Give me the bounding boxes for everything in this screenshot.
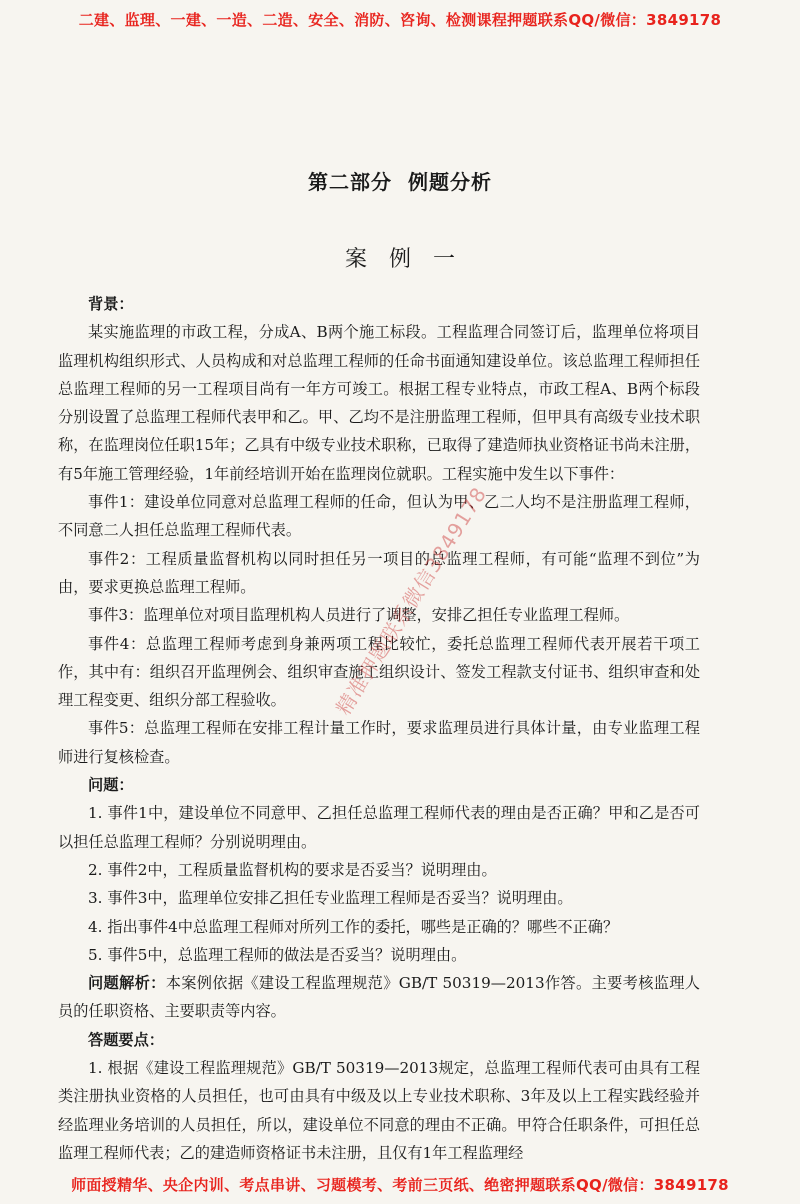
event-5: 事件5：总监理工程师在安排工程计量工作时，要求监理员进行具体计量，由专业监理工程师进行复核检查。 [58,719,700,766]
question-4: 4. 指出事件4中总监理工程师对所列工作的委托，哪些是正确的？哪些不正确？ [88,917,619,936]
part-title: 第二部分 例题分析 [308,170,492,194]
question-1: 1. 事件1中，建设单位不同意甲、乙担任总监理工程师代表的理由是否正确？甲和乙是否可以担任总监理工程师？分别说明理由。 [58,804,700,851]
top-banner: 二建、监理、一建、一造、二造、安全、消防、咨询、检测课程押题联系QQ/微信：3849178 [78,11,722,29]
question-3: 3. 事件3中，监理单位安排乙担任专业监理工程师是否妥当？说明理由。 [88,889,573,908]
background-paragraph: 某实施监理的市政工程，分成A、B两个施工标段。工程监理合同签订后，监理单位将项目监理机构组织形式、人员构成和对总监理工程师的任命书面通知建设单位。该总监理工程师担任总监理工程师的另一工程项目尚有一年方可竣工。根据工程专业特点，市政工程A、B两个标段分别设置了总监理工程师代表甲和乙。甲、乙均不是注册监理工程师，但甲具有高级专业技术职称，在监理岗位任职15年；乙具有中级专业技术职称，已取得了建造师执业资格证书尚未注册，有5年施工管理经验，1年前经培训开始在监理岗位就职。工程实施中发生以下事件： [58,323,701,483]
analysis-label: 问题解析： [88,974,166,993]
answers-label: 答题要点： [88,1030,164,1049]
question-5: 5. 事件5中，总监理工程师的做法是否妥当？说明理由。 [88,945,467,964]
questions-label: 问题： [88,776,134,795]
answer-1: 1. 根据《建设工程监理规范》GB/T 50319—2013规定，总监理工程师代表可由具有工程类注册执业资格的人员担任，也可由具有中级及以上专业技术职称、3年及以上工程实践经验并经监理业务培训的人员担任，所以，建设单位不同意的理由不正确。甲符合任职条件，可担任总监理工程师代表；乙的建造师资格证书未注册，且仅有1年工程监理经 [58,1059,700,1162]
analysis-paragraph [58,969,700,1026]
background-label: 背景： [88,295,134,313]
analysis-text: 本案例依据《建设工程监理规范》GB/T 50319—2013作答。主要考核监理人员的任职资格、主要职责等内容。 [58,974,700,1021]
case-title: 案例一 [344,247,477,272]
event-2: 事件2：工程质量监督机构以同时担任另一项目的总监理工程师，有可能“监理不到位”为由，要求更换总监理工程师。 [58,549,700,596]
question-2: 2. 事件2中，工程质量监督机构的要求是否妥当？说明理由。 [88,860,497,879]
bottom-banner: 师面授精华、央企内训、考点串讲、习题模考、考前三页纸、绝密押题联系QQ/微信：3849178 [71,1176,729,1194]
event-3: 事件3：监理单位对项目监理机构人员进行了调整，安排乙担任专业监理工程师。 [88,606,630,625]
document-body [58,290,700,1167]
event-4: 事件4：总监理工程师考虑到身兼两项工程比较忙，委托总监理工程师代表开展若干项工作，其中有：组织召开监理例会、组织审查施工组织设计、签发工程款支付证书、组织审查和处理工程变更、组织分部工程验收。 [58,634,700,710]
watermark: 精准押题联系微信3849178 [331,482,492,720]
event-1: 事件1：建设单位同意对总监理工程师的任命，但认为甲、乙二人均不是注册监理工程师，不同意二人担任总监理工程师代表。 [58,493,700,540]
